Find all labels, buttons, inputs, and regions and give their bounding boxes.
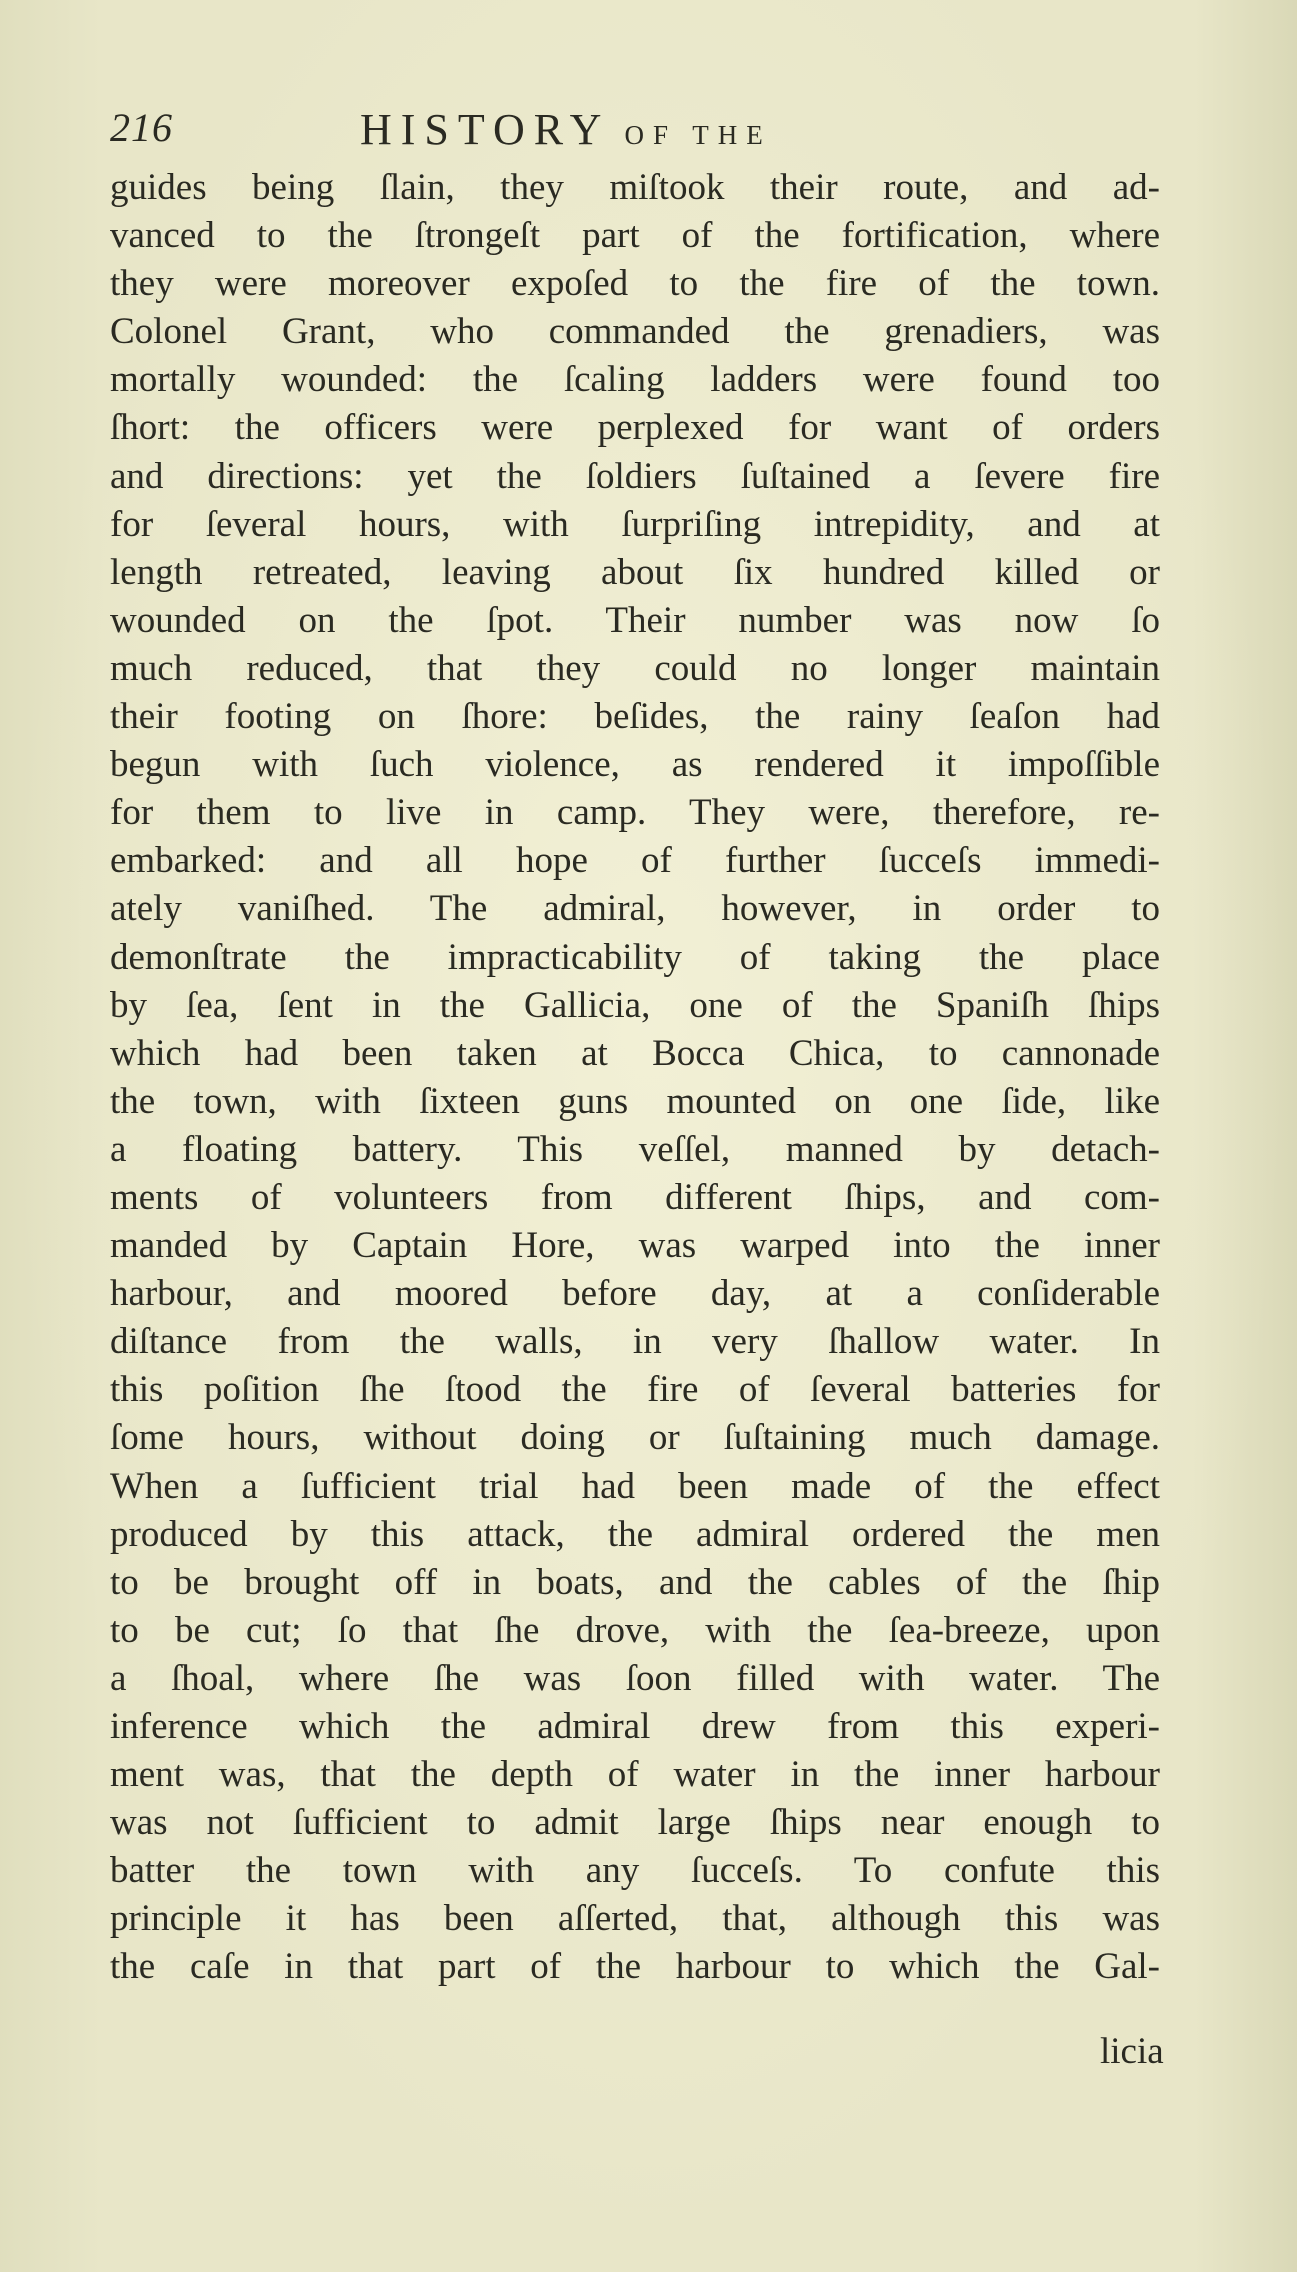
text-line: demonſtrate the impracticability of taking the place	[110, 936, 1160, 978]
text-line: mortally wounded: the ſcaling ladders were found too	[110, 359, 1160, 401]
running-title-main: HISTORY	[360, 105, 611, 154]
text-line: guides being ſlain, they miſtook their route, and ad-	[110, 167, 1160, 208]
text-line: their footing on ſhore: beſides, the rainy ſeaſon had	[110, 696, 1160, 738]
catchword: licia	[1100, 2031, 1164, 2072]
text-line: Colonel Grant, who commanded the grenadiers, was	[110, 311, 1160, 353]
text-line: and directions: yet the ſoldiers ſuſtained a ſevere fire	[110, 455, 1160, 497]
text-line: a ſhoal, where ſhe was ſoon filled with water. The	[110, 1657, 1160, 1699]
text-line: produced by this attack, the admiral ordered the men	[110, 1513, 1160, 1555]
text-line: batter the town with any ſucceſs. To confute this	[110, 1850, 1160, 1892]
text-line: a floating battery. This veſſel, manned by detach-	[110, 1128, 1160, 1170]
running-title-rest: OF THE	[624, 120, 772, 150]
text-line: manded by Captain Hore, was warped into the inner	[110, 1225, 1160, 1267]
text-line: harbour, and moored before day, at a conſiderable	[110, 1273, 1160, 1315]
running-head	[110, 104, 1170, 164]
text-line: to be brought off in boats, and the cables of the ſhip	[110, 1561, 1160, 1603]
text-line: diſtance from the walls, in very ſhallow water. In	[110, 1321, 1160, 1363]
text-line: the town, with ſixteen guns mounted on one ſide, like	[110, 1080, 1160, 1122]
text-line: ſome hours, without doing or ſuſtaining much damage.	[110, 1417, 1160, 1459]
text-line: ment was, that the depth of water in the inner harbour	[110, 1754, 1160, 1796]
text-line: wounded on the ſpot. Their number was now ſo	[110, 599, 1160, 641]
text-line: to be cut; ſo that ſhe drove, with the ſea-breeze, upon	[110, 1609, 1160, 1651]
running-title	[360, 104, 772, 155]
text-line: inference which the admiral drew from this experi-	[110, 1706, 1160, 1747]
text-line: ſhort: the officers were perplexed for want of orders	[110, 407, 1160, 449]
text-line: ately vaniſhed. The admiral, however, in order to	[110, 888, 1160, 930]
text-line: vanced to the ſtrongeſt part of the fortification, where	[110, 215, 1160, 257]
text-line: they were moreover expoſed to the fire of the town.	[110, 263, 1160, 305]
text-line: begun with ſuch violence, as rendered it impoſſible	[110, 744, 1160, 786]
text-line: was not ſufficient to admit large ſhips near enough to	[110, 1802, 1160, 1844]
text-line: which had been taken at Bocca Chica, to cannonade	[110, 1032, 1160, 1074]
text-line: length retreated, leaving about ſix hundred killed or	[110, 551, 1160, 593]
text-line: principle it has been aſſerted, that, although this was	[110, 1898, 1160, 1940]
text-line: embarked: and all hope of further ſucceſs immedi-	[110, 840, 1160, 882]
page-number: 216	[110, 105, 173, 150]
body-text	[110, 164, 1160, 1992]
text-line: by ſea, ſent in the Gallicia, one of the Spaniſh ſhips	[110, 984, 1160, 1026]
text-line: this poſition ſhe ſtood the fire of ſeveral batteries for	[110, 1369, 1160, 1411]
text-line: When a ſufficient trial had been made of the effect	[110, 1465, 1160, 1507]
text-line: ments of volunteers from different ſhips, and com-	[110, 1176, 1160, 1218]
text-line: the caſe in that part of the harbour to which the Gal-	[110, 1946, 1160, 1988]
text-line: much reduced, that they could no longer maintain	[110, 647, 1160, 689]
text-line: for ſeveral hours, with ſurpriſing intrepidity, and at	[110, 503, 1160, 545]
text-line: for them to live in camp. They were, therefore, re-	[110, 792, 1160, 834]
